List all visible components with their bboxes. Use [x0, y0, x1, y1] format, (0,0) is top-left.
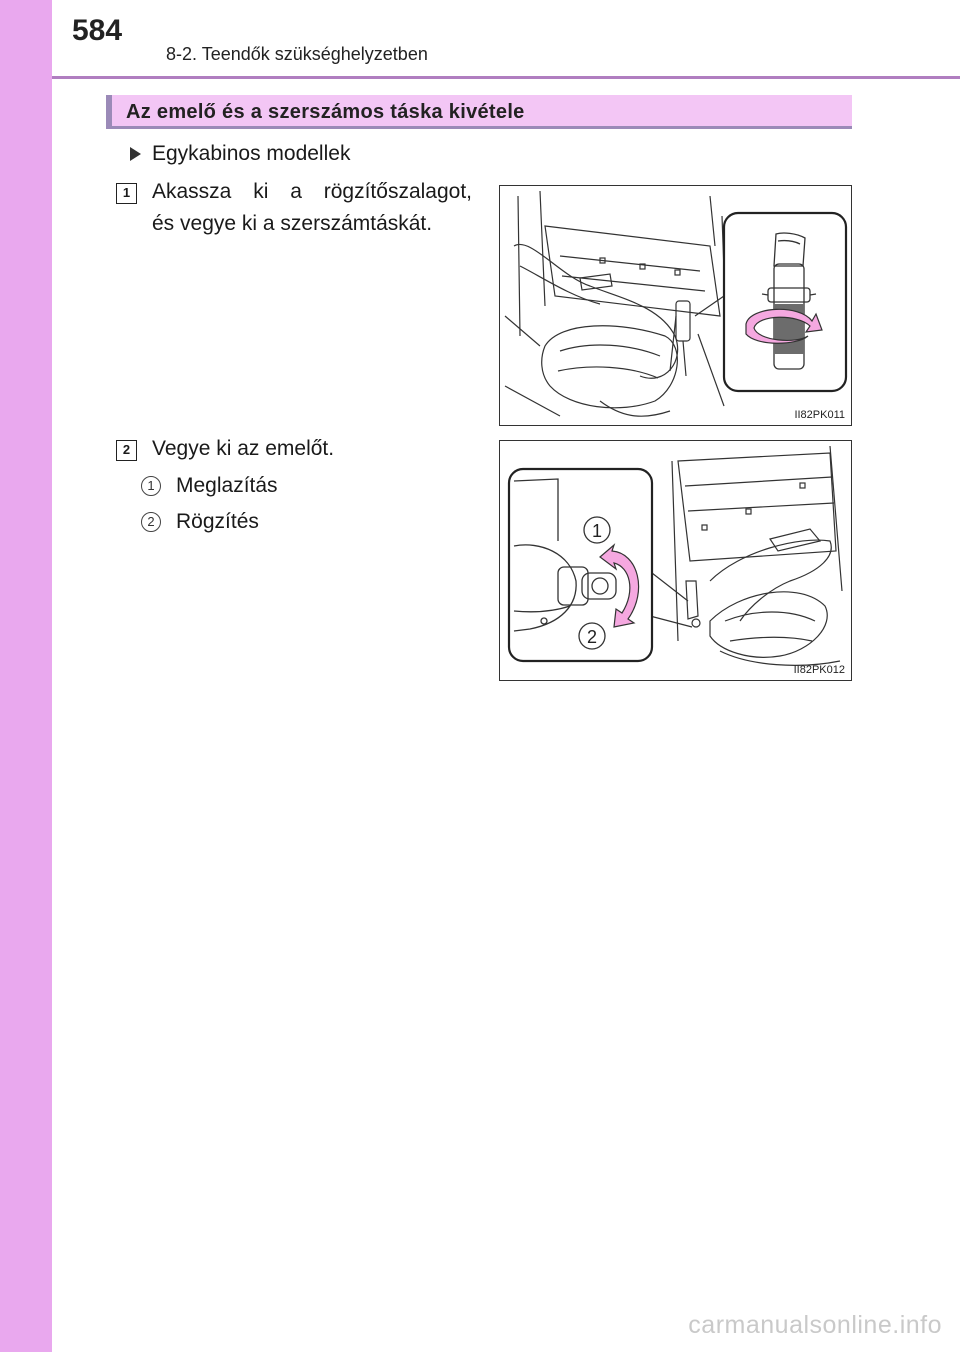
- model-variant-label: Egykabinos modellek: [152, 142, 351, 165]
- step-1-line-1: Akassza ki a rögzítőszalagot,: [152, 180, 472, 203]
- step-2-text: Vegye ki az emelőt.: [152, 437, 335, 460]
- step-1-line-2: és vegye ki a szerszámtáskát.: [152, 212, 433, 235]
- figure-callout-1: 1: [591, 521, 603, 541]
- sub-item-number-2: 2: [141, 512, 161, 532]
- figure-jack-removal: [499, 440, 852, 681]
- side-tab-bar: [0, 0, 52, 1352]
- step-1-text: [152, 176, 472, 240]
- step-number-2: 2: [116, 440, 137, 461]
- watermark: carmanualsonline.info: [688, 1311, 942, 1339]
- sub-item-label-1: Meglazítás: [176, 474, 278, 497]
- figure-code: II82PK011: [794, 409, 845, 421]
- figure-tool-bag-strap: [499, 185, 852, 426]
- figure-code: II82PK012: [793, 664, 845, 676]
- figure-callout-2: 2: [586, 627, 598, 647]
- header-rule: [52, 76, 960, 79]
- page-number: 584: [72, 14, 123, 47]
- step-number-1: 1: [116, 183, 137, 204]
- section-heading-text: Az emelő és a szerszámos táska kivétele: [126, 101, 525, 123]
- sub-item-label-2: Rögzítés: [176, 510, 259, 533]
- illustration-jack-loosen-tighten: [500, 441, 853, 682]
- chapter-title: 8-2. Teendők szükséghelyzetben: [166, 44, 428, 64]
- triangle-bullet-icon: [130, 147, 141, 161]
- sub-item-number-1: 1: [141, 476, 161, 496]
- section-heading: [106, 95, 852, 129]
- section-heading-accent: [106, 95, 112, 126]
- illustration-seat-tool-bag: [500, 186, 853, 427]
